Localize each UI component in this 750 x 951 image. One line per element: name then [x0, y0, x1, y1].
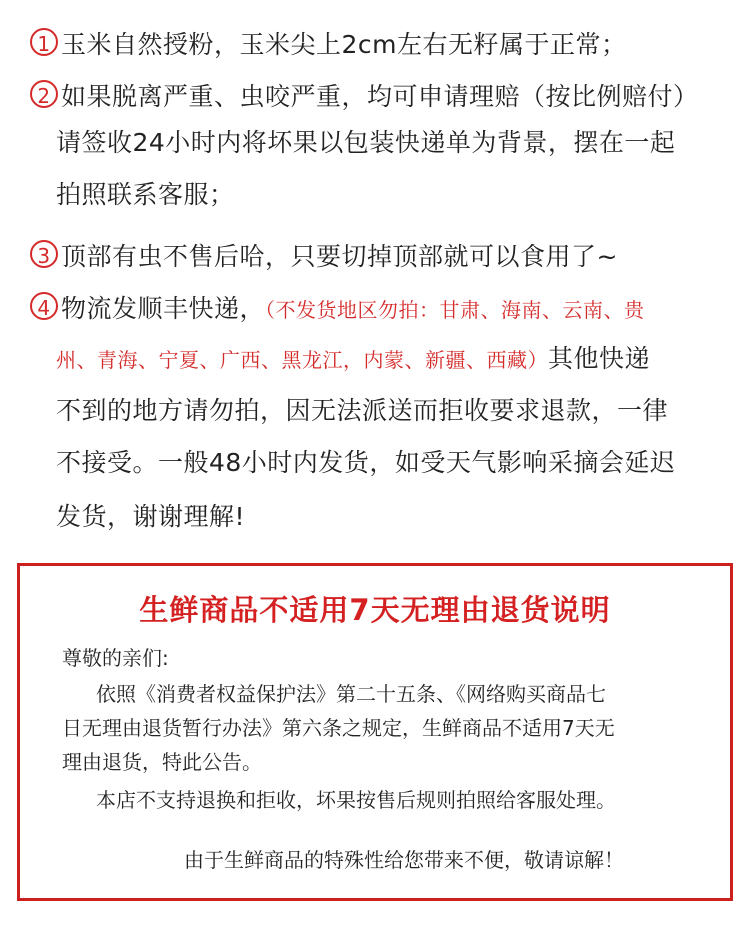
- item-2-line-2: 请签收24小时内将坏果以包装快递单为背景，摆在一起: [56, 128, 676, 157]
- item-2-line-3: 拍照联系客服；: [56, 180, 235, 209]
- item-4-line-5: 发货，谢谢理解!: [56, 502, 246, 531]
- item-4-text: 物流发顺丰快递，: [61, 294, 266, 323]
- item-number-badge: 3: [30, 240, 58, 268]
- item-4-text-cont: 其他快递: [548, 344, 651, 373]
- item-number-badge: 1: [30, 28, 58, 56]
- item-number-badge: 4: [30, 292, 58, 320]
- excluded-regions-note-cont: 州、青海、宁夏、广西、黑龙江，内蒙、新疆、西藏）: [56, 348, 548, 372]
- excluded-regions-note: （不发货地区勿拍：甘肃、海南、云南、贵: [265, 298, 645, 322]
- item-4-line-1: [30, 292, 645, 327]
- item-4-line-3: 不到的地方请勿拍，因无法派送而拒收要求退款，一律: [56, 396, 669, 425]
- item-4-line-4: 不接受。一般48小时内发货，如受天气影响采摘会延迟: [56, 448, 676, 477]
- notice-para2: 本店不支持退换和拒收，坏果按售后规则拍照给客服处理。: [96, 788, 616, 812]
- item-1-line: [30, 28, 627, 62]
- notice-greeting: 尊敬的亲们:: [62, 646, 169, 670]
- notice-para1-line1: 依照《消费者权益保护法》第二十五条、《网络购买商品七: [96, 682, 606, 706]
- item-2-line-1: [30, 80, 699, 114]
- item-2-text: 如果脱离严重、虫咬严重，均可申请理赔（按比例赔付）: [61, 82, 699, 111]
- notice-para1-line3: 理由退货，特此公告。: [62, 750, 262, 774]
- item-3-text: 顶部有虫不售后哈，只要切掉顶部就可以食用了~: [61, 242, 618, 271]
- item-3-line: [30, 240, 618, 274]
- notice-closing: 由于生鲜商品的特殊性给您带来不便，敬请谅解！: [184, 848, 624, 872]
- item-4-line-2: [56, 342, 650, 377]
- item-1-text: 玉米自然授粉，玉米尖上2cm左右无籽属于正常；: [61, 30, 627, 59]
- notice-title: 生鲜商品不适用7天无理由退货说明: [139, 593, 611, 627]
- notice-para1-line2: 日无理由退货暂行办法》第六条之规定，生鲜商品不适用7天无: [62, 716, 615, 740]
- item-number-badge: 2: [30, 80, 58, 108]
